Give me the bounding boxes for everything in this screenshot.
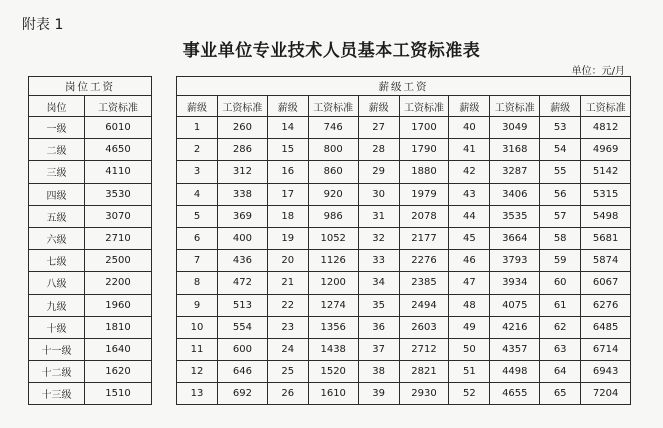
table-cell: 1790 <box>399 139 449 161</box>
table-row <box>177 272 631 294</box>
column-header: 薪级 <box>540 96 581 117</box>
table-cell: 1700 <box>399 117 449 139</box>
table-row <box>29 227 152 249</box>
table-cell: 4655 <box>490 383 540 405</box>
table-row <box>177 338 631 360</box>
table-cell: 14 <box>267 117 308 139</box>
table-row <box>177 117 631 139</box>
table-cell: 4498 <box>490 361 540 383</box>
column-header: 工资标准 <box>85 96 152 117</box>
table-cell: 7204 <box>581 383 631 405</box>
table-row <box>29 338 152 360</box>
table-cell: 七级 <box>29 250 85 272</box>
table-cell: 600 <box>218 338 268 360</box>
table-cell: 49 <box>449 316 490 338</box>
table-cell: 24 <box>267 338 308 360</box>
appendix-label: 附表 1 <box>22 17 64 33</box>
table-cell: 21 <box>267 272 308 294</box>
table-row <box>29 205 152 227</box>
table-cell: 1438 <box>308 338 358 360</box>
table-cell: 44 <box>449 205 490 227</box>
grade-salary-table <box>176 76 631 405</box>
table-cell: 6714 <box>581 338 631 360</box>
table-cell: 9 <box>177 294 218 316</box>
table-cell: 4 <box>177 183 218 205</box>
table-cell: 2821 <box>399 361 449 383</box>
table-cell: 646 <box>218 361 268 383</box>
table-row <box>29 383 152 405</box>
table-row <box>177 316 631 338</box>
table-cell: 286 <box>218 139 268 161</box>
grade-salary-group-header: 薪级工资 <box>177 77 631 96</box>
column-header: 工资标准 <box>490 96 540 117</box>
table-cell: 1520 <box>308 361 358 383</box>
table-cell: 2710 <box>85 227 152 249</box>
table-cell: 312 <box>218 161 268 183</box>
table-cell: 20 <box>267 250 308 272</box>
table-cell: 23 <box>267 316 308 338</box>
page-title: 事业单位专业技术人员基本工资标准表 <box>182 41 481 61</box>
table-row <box>29 250 152 272</box>
table-cell: 57 <box>540 205 581 227</box>
table-cell: 2500 <box>85 250 152 272</box>
table-cell: 29 <box>358 161 399 183</box>
table-cell: 15 <box>267 139 308 161</box>
table-cell: 56 <box>540 183 581 205</box>
table-cell: 6010 <box>85 117 152 139</box>
table-cell: 513 <box>218 294 268 316</box>
table-row <box>29 316 152 338</box>
table-cell: 3664 <box>490 227 540 249</box>
table-cell: 30 <box>358 183 399 205</box>
table-cell: 1620 <box>85 361 152 383</box>
column-header: 岗位 <box>29 96 85 117</box>
table-cell: 52 <box>449 383 490 405</box>
table-cell: 746 <box>308 117 358 139</box>
table-cell: 4969 <box>581 139 631 161</box>
table-cell: 920 <box>308 183 358 205</box>
table-row <box>29 161 152 183</box>
table-cell: 60 <box>540 272 581 294</box>
table-row <box>29 139 152 161</box>
column-header: 工资标准 <box>308 96 358 117</box>
table-cell: 19 <box>267 227 308 249</box>
table-cell: 17 <box>267 183 308 205</box>
table-cell: 3535 <box>490 205 540 227</box>
table-cell: 4650 <box>85 139 152 161</box>
table-cell: 九级 <box>29 294 85 316</box>
table-cell: 1960 <box>85 294 152 316</box>
table-cell: 5681 <box>581 227 631 249</box>
table-cell: 八级 <box>29 272 85 294</box>
table-cell: 8 <box>177 272 218 294</box>
table-cell: 800 <box>308 139 358 161</box>
table-cell: 3530 <box>85 183 152 205</box>
table-cell: 3287 <box>490 161 540 183</box>
unit-note: 单位：元/月 <box>571 66 625 77</box>
table-cell: 4357 <box>490 338 540 360</box>
table-cell: 37 <box>358 338 399 360</box>
table-cell: 38 <box>358 361 399 383</box>
column-header: 工资标准 <box>399 96 449 117</box>
table-cell: 61 <box>540 294 581 316</box>
table-cell: 33 <box>358 250 399 272</box>
table-cell: 1510 <box>85 383 152 405</box>
table-cell: 1810 <box>85 316 152 338</box>
table-cell: 472 <box>218 272 268 294</box>
table-cell: 25 <box>267 361 308 383</box>
table-cell: 三级 <box>29 161 85 183</box>
table-row <box>177 294 631 316</box>
table-cell: 43 <box>449 183 490 205</box>
table-cell: 62 <box>540 316 581 338</box>
table-cell: 2276 <box>399 250 449 272</box>
table-cell: 10 <box>177 316 218 338</box>
table-cell: 32 <box>358 227 399 249</box>
post-salary-table <box>28 76 152 405</box>
table-cell: 5 <box>177 205 218 227</box>
table-cell: 692 <box>218 383 268 405</box>
post-salary-column-headers <box>29 96 152 117</box>
table-cell: 十二级 <box>29 361 85 383</box>
table-cell: 4216 <box>490 316 540 338</box>
column-header: 薪级 <box>177 96 218 117</box>
table-cell: 5142 <box>581 161 631 183</box>
table-cell: 3 <box>177 161 218 183</box>
table-cell: 6 <box>177 227 218 249</box>
table-row <box>29 183 152 205</box>
table-cell: 36 <box>358 316 399 338</box>
column-header: 薪级 <box>358 96 399 117</box>
table-row <box>177 361 631 383</box>
table-cell: 2712 <box>399 338 449 360</box>
table-cell: 22 <box>267 294 308 316</box>
table-cell: 2 <box>177 139 218 161</box>
table-cell: 1200 <box>308 272 358 294</box>
table-cell: 2177 <box>399 227 449 249</box>
table-cell: 27 <box>358 117 399 139</box>
table-cell: 1610 <box>308 383 358 405</box>
table-cell: 59 <box>540 250 581 272</box>
table-cell: 986 <box>308 205 358 227</box>
table-cell: 5498 <box>581 205 631 227</box>
post-salary-group-header: 岗位工资 <box>29 77 152 96</box>
table-cell: 2494 <box>399 294 449 316</box>
table-cell: 16 <box>267 161 308 183</box>
table-cell: 3406 <box>490 183 540 205</box>
table-cell: 3049 <box>490 117 540 139</box>
table-cell: 1126 <box>308 250 358 272</box>
table-cell: 四级 <box>29 183 85 205</box>
table-cell: 46 <box>449 250 490 272</box>
table-row <box>177 250 631 272</box>
table-row <box>29 117 152 139</box>
column-header: 工资标准 <box>218 96 268 117</box>
table-cell: 五级 <box>29 205 85 227</box>
table-row <box>29 361 152 383</box>
table-cell: 42 <box>449 161 490 183</box>
table-cell: 26 <box>267 383 308 405</box>
table-cell: 53 <box>540 117 581 139</box>
table-cell: 1356 <box>308 316 358 338</box>
table-cell: 2385 <box>399 272 449 294</box>
table-row <box>177 139 631 161</box>
table-cell: 4110 <box>85 161 152 183</box>
table-cell: 十一级 <box>29 338 85 360</box>
table-cell: 63 <box>540 338 581 360</box>
table-row <box>29 294 152 316</box>
table-cell: 1052 <box>308 227 358 249</box>
table-row <box>177 205 631 227</box>
table-cell: 64 <box>540 361 581 383</box>
table-cell: 860 <box>308 161 358 183</box>
column-header: 薪级 <box>267 96 308 117</box>
table-cell: 5874 <box>581 250 631 272</box>
table-cell: 3168 <box>490 139 540 161</box>
table-cell: 十级 <box>29 316 85 338</box>
column-header: 薪级 <box>449 96 490 117</box>
table-cell: 十三级 <box>29 383 85 405</box>
table-cell: 六级 <box>29 227 85 249</box>
table-cell: 260 <box>218 117 268 139</box>
table-cell: 50 <box>449 338 490 360</box>
table-cell: 二级 <box>29 139 85 161</box>
table-cell: 40 <box>449 117 490 139</box>
table-cell: 1 <box>177 117 218 139</box>
table-cell: 41 <box>449 139 490 161</box>
table-cell: 12 <box>177 361 218 383</box>
table-cell: 369 <box>218 205 268 227</box>
table-cell: 34 <box>358 272 399 294</box>
column-header: 工资标准 <box>581 96 631 117</box>
table-cell: 338 <box>218 183 268 205</box>
table-cell: 1880 <box>399 161 449 183</box>
table-cell: 3793 <box>490 250 540 272</box>
table-cell: 1640 <box>85 338 152 360</box>
table-cell: 4075 <box>490 294 540 316</box>
table-cell: 18 <box>267 205 308 227</box>
table-cell: 6485 <box>581 316 631 338</box>
table-cell: 2200 <box>85 272 152 294</box>
table-cell: 6943 <box>581 361 631 383</box>
table-cell: 2078 <box>399 205 449 227</box>
table-cell: 51 <box>449 361 490 383</box>
table-cell: 一级 <box>29 117 85 139</box>
table-cell: 11 <box>177 338 218 360</box>
table-cell: 400 <box>218 227 268 249</box>
table-cell: 436 <box>218 250 268 272</box>
table-cell: 6276 <box>581 294 631 316</box>
table-cell: 13 <box>177 383 218 405</box>
table-cell: 554 <box>218 316 268 338</box>
table-cell: 3934 <box>490 272 540 294</box>
table-row <box>177 183 631 205</box>
table-cell: 54 <box>540 139 581 161</box>
table-cell: 5315 <box>581 183 631 205</box>
table-cell: 6067 <box>581 272 631 294</box>
table-cell: 2603 <box>399 316 449 338</box>
table-cell: 39 <box>358 383 399 405</box>
table-row <box>177 161 631 183</box>
table-cell: 3070 <box>85 205 152 227</box>
table-cell: 48 <box>449 294 490 316</box>
table-cell: 45 <box>449 227 490 249</box>
table-cell: 4812 <box>581 117 631 139</box>
table-cell: 58 <box>540 227 581 249</box>
table-cell: 7 <box>177 250 218 272</box>
table-cell: 55 <box>540 161 581 183</box>
table-cell: 31 <box>358 205 399 227</box>
table-cell: 28 <box>358 139 399 161</box>
grade-salary-column-headers <box>177 96 631 117</box>
table-cell: 35 <box>358 294 399 316</box>
table-row <box>177 227 631 249</box>
table-row <box>177 383 631 405</box>
table-row <box>29 272 152 294</box>
table-cell: 65 <box>540 383 581 405</box>
table-cell: 2930 <box>399 383 449 405</box>
table-cell: 1979 <box>399 183 449 205</box>
table-cell: 47 <box>449 272 490 294</box>
table-cell: 1274 <box>308 294 358 316</box>
